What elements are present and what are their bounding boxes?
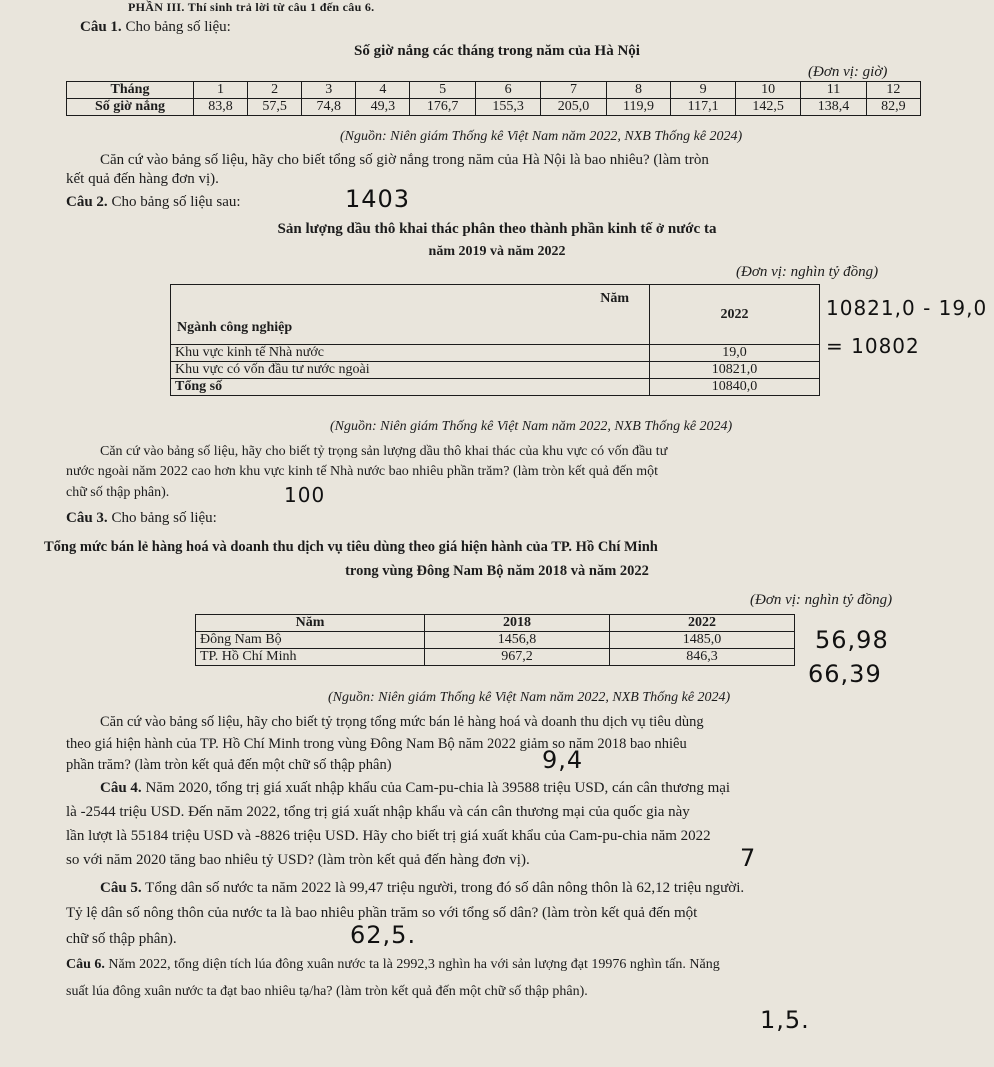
q1-intro-line xyxy=(80,18,231,37)
q6-line-1 xyxy=(66,955,720,974)
q3-row xyxy=(196,632,795,649)
q2-title-l2: năm 2019 và năm 2022 xyxy=(428,244,566,259)
q2-question-l1: Căn cứ vào bảng số liệu, hãy cho biết tỷ trọng sản lượng dầu thô khai thác của khu vực có vốn đầu tư xyxy=(100,444,668,459)
q2-row xyxy=(171,362,820,379)
q3-margin-note-1: 56,98 xyxy=(815,626,889,654)
q1-row-month xyxy=(67,82,921,99)
q1-row2-label: Số giờ nắng xyxy=(67,99,194,116)
month-cell: 8 xyxy=(606,82,671,99)
q1-question-l1: Căn cứ vào bảng số liệu, hãy cho biết tổng số giờ nắng trong năm của Hà Nội là bao nhiêu? (làm tròn xyxy=(100,152,709,168)
q3-row-2018: 1456,8 xyxy=(425,632,610,649)
q5-line-2: Tỷ lệ dân số nông thôn của nước ta là bao nhiêu phần trăm so với tổng số dân? (làm tròn kết quả đến một xyxy=(66,905,698,921)
q3-question-l3: phần trăm? (làm tròn kết quả đến một chữ số thập phân) xyxy=(66,757,392,773)
q2-source: (Nguồn: Niên giám Thống kê Việt Nam năm 2022, NXB Thống kê 2024) xyxy=(330,419,733,434)
q2-row-value: 19,0 xyxy=(650,345,820,362)
q4-line-2: là -2544 triệu USD. Đến năm 2022, tổng trị giá xuất nhập khẩu và cán cân thương mại của quốc gia này xyxy=(66,804,690,820)
q6-text-1: Năm 2022, tổng diện tích lúa đông xuân nước ta là 2992,3 nghìn ha với sản lượng đạt 19976 nghìn tấn. Năng xyxy=(108,957,720,972)
q2-handwritten-answer: 100 xyxy=(284,483,326,507)
q2-row-name: Khu vực có vốn đầu tư nước ngoài xyxy=(171,362,650,379)
month-cell: 2 xyxy=(248,82,302,99)
q1-row-hours xyxy=(67,99,921,116)
q3-intro-line xyxy=(66,509,217,528)
q3-col-nam: Năm xyxy=(196,615,425,632)
q2-col-nam: Năm xyxy=(600,291,629,306)
q2-question-l3: chữ số thập phân). xyxy=(66,485,170,500)
q4-text-1: Năm 2020, tổng trị giá xuất nhập khẩu của Cam-pu-chia là 39588 triệu USD, cán cân thương mại xyxy=(145,780,731,796)
hours-cell: 49,3 xyxy=(356,99,410,116)
q3-margin-note-2: 66,39 xyxy=(808,660,882,688)
hours-cell: 176,7 xyxy=(410,99,475,116)
q3-table xyxy=(195,614,795,666)
hours-cell: 119,9 xyxy=(606,99,671,116)
month-cell: 1 xyxy=(194,82,248,99)
q4-line-1 xyxy=(100,779,730,798)
q1-unit: (Đơn vị: giờ) xyxy=(808,64,888,80)
q6-label: Câu 6. xyxy=(66,957,105,972)
month-cell: 11 xyxy=(801,82,866,99)
q3-header-row xyxy=(196,615,795,632)
hours-cell: 155,3 xyxy=(475,99,540,116)
q2-table xyxy=(170,284,820,396)
hours-cell: 117,1 xyxy=(671,99,736,116)
q2-row xyxy=(171,345,820,362)
q3-row-2018: 967,2 xyxy=(425,649,610,666)
q5-line-1 xyxy=(100,879,744,898)
q1-intro: Cho bảng số liệu: xyxy=(125,19,231,35)
q3-unit: (Đơn vị: nghìn tỷ đồng) xyxy=(750,592,893,608)
q2-header-diag-cell xyxy=(171,285,650,345)
q5-text-1: Tổng dân số nước ta năm 2022 là 99,47 triệu người, trong đó số dân nông thôn là 62,12 triệu người. xyxy=(145,880,745,896)
q4-line-3: lần lượt là 55184 triệu USD và -8826 triệu USD. Hãy cho biết trị giá xuất khẩu của Cam-pu-chia năm 2022 xyxy=(66,828,711,844)
month-cell: 7 xyxy=(541,82,606,99)
q6-line-2: suất lúa đông xuân nước ta đạt bao nhiêu tạ/ha? (làm tròn kết quả đến một chữ số thập phân). xyxy=(66,984,588,999)
q5-label: Câu 5. xyxy=(100,880,142,896)
q3-title-l1: Tổng mức bán lẻ hàng hoá và doanh thu dịch vụ tiêu dùng theo giá hiện hành của TP. Hồ Chí Minh xyxy=(44,539,658,555)
month-cell: 10 xyxy=(735,82,800,99)
q4-handwritten-answer: 7 xyxy=(740,844,757,872)
q3-row-2022: 1485,0 xyxy=(610,632,795,649)
q3-source: (Nguồn: Niên giám Thống kê Việt Nam năm 2022, NXB Thống kê 2024) xyxy=(328,690,731,705)
q5-line-3: chữ số thập phân). xyxy=(66,931,177,947)
section-header: PHẦN III. Thí sinh trả lời từ câu 1 đến câu 6. xyxy=(128,0,375,14)
hours-cell: 82,9 xyxy=(866,99,920,116)
q2-label: Câu 2. xyxy=(66,194,108,210)
month-cell: 9 xyxy=(671,82,736,99)
q2-margin-note-2: = 10802 xyxy=(826,334,920,358)
q3-col-2018: 2018 xyxy=(425,615,610,632)
q3-col-2022: 2022 xyxy=(610,615,795,632)
month-cell: 5 xyxy=(410,82,475,99)
hours-cell: 142,5 xyxy=(735,99,800,116)
q1-source: (Nguồn: Niên giám Thống kê Việt Nam năm 2022, NXB Thống kê 2024) xyxy=(340,129,743,144)
q3-row xyxy=(196,649,795,666)
q3-title-l2: trong vùng Đông Nam Bộ năm 2018 và năm 2022 xyxy=(345,563,649,579)
hours-cell: 205,0 xyxy=(541,99,606,116)
q2-row-total xyxy=(171,379,820,396)
q3-row-name: Đông Nam Bộ xyxy=(196,632,425,649)
q1-row1-label: Tháng xyxy=(67,82,194,99)
month-cell: 12 xyxy=(866,82,920,99)
q2-header-row xyxy=(171,285,820,345)
q2-intro-line xyxy=(66,193,241,212)
q1-question-l2: kết quả đến hàng đơn vị). xyxy=(66,171,219,187)
q1-handwritten-answer: 1403 xyxy=(345,185,411,213)
q6-handwritten-answer: 1,5. xyxy=(760,1006,810,1034)
q3-question-l1: Căn cứ vào bảng số liệu, hãy cho biết tỷ trọng tổng mức bán lẻ hàng hoá và doanh thu dịch vụ tiêu dùng xyxy=(100,714,704,730)
month-cell: 3 xyxy=(302,82,356,99)
q3-row-name: TP. Hồ Chí Minh xyxy=(196,649,425,666)
q4-line-4: so với năm 2020 tăng bao nhiêu tỷ USD? (làm tròn kết quả đến hàng đơn vị). xyxy=(66,852,530,868)
q2-intro: Cho bảng số liệu sau: xyxy=(111,194,241,210)
q2-row-value: 10821,0 xyxy=(650,362,820,379)
q2-row-name: Tổng số xyxy=(171,379,650,396)
q3-row-2022: 846,3 xyxy=(610,649,795,666)
q5-handwritten-answer: 62,5. xyxy=(350,921,417,949)
q2-col-nganh: Ngành công nghiệp xyxy=(177,320,293,335)
q2-unit: (Đơn vị: nghìn tỷ đồng) xyxy=(736,264,879,280)
hours-cell: 57,5 xyxy=(248,99,302,116)
q3-handwritten-answer: 9,4 xyxy=(542,746,584,774)
q1-table xyxy=(66,81,921,116)
month-cell: 6 xyxy=(475,82,540,99)
q2-title-l1: Sản lượng dầu thô khai thác phân theo thành phần kinh tế ở nước ta xyxy=(277,221,717,237)
hours-cell: 74,8 xyxy=(302,99,356,116)
q1-label: Câu 1. xyxy=(80,19,122,35)
month-cell: 4 xyxy=(356,82,410,99)
q2-margin-note-1: 10821,0 - 19,0 xyxy=(826,296,988,320)
q2-question-l2: nước ngoài năm 2022 cao hơn khu vực kinh tế Nhà nước bao nhiêu phần trăm? (làm tròn kết quả đến một xyxy=(66,464,658,479)
q2-col-year: 2022 xyxy=(650,285,820,345)
hours-cell: 83,8 xyxy=(194,99,248,116)
q1-title: Số giờ nắng các tháng trong năm của Hà Nội xyxy=(354,43,640,59)
q3-label: Câu 3. xyxy=(66,510,108,526)
hours-cell: 138,4 xyxy=(801,99,866,116)
q3-question-l2: theo giá hiện hành của TP. Hồ Chí Minh trong vùng Đông Nam Bộ năm 2022 giảm so năm 2018 bao nhiêu xyxy=(66,736,687,752)
q2-row-name: Khu vực kinh tế Nhà nước xyxy=(171,345,650,362)
q2-row-value: 10840,0 xyxy=(650,379,820,396)
q3-intro: Cho bảng số liệu: xyxy=(111,510,217,526)
q4-label: Câu 4. xyxy=(100,780,142,796)
